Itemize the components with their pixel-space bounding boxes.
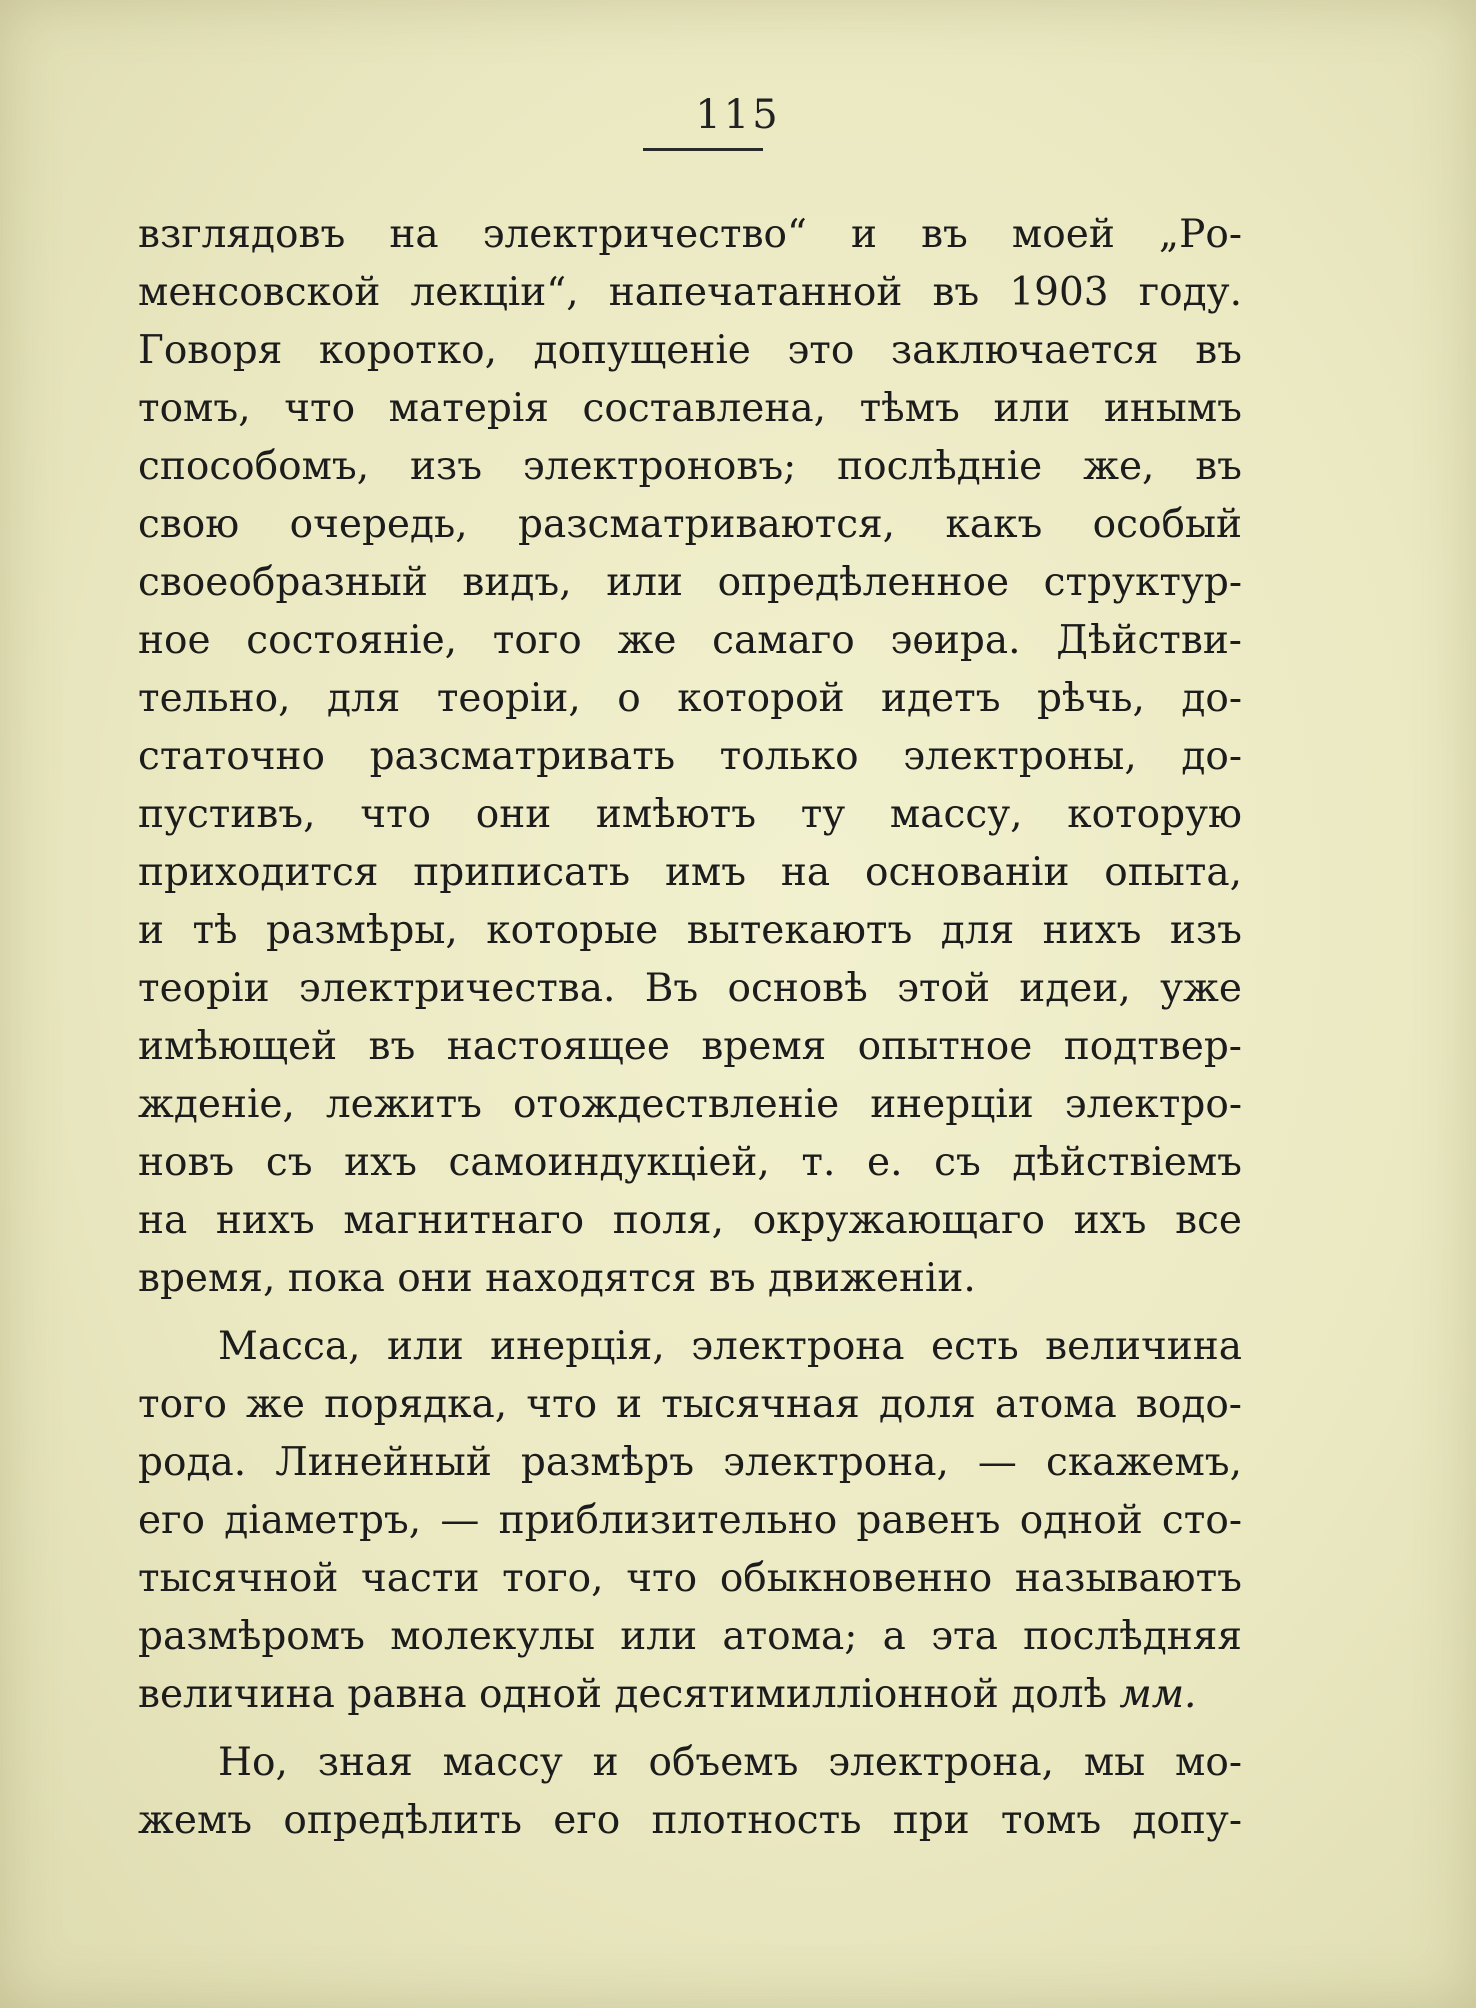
text-line: теоріи электричества. Въ основѣ этой идеи, уже xyxy=(138,966,1242,1011)
text-line: время, пока они находятся въ движеніи. xyxy=(138,1256,976,1301)
text-line: рода. Линейный размѣръ электрона, — скажемъ, xyxy=(138,1440,1242,1485)
text-line: пустивъ, что они имѣютъ ту массу, которую xyxy=(138,792,1242,837)
text-line: новъ съ ихъ самоиндукціей, т. е. съ дѣйствіемъ xyxy=(138,1140,1242,1185)
text-line: менсовской лекціи“, напечатанной въ 1903 году. xyxy=(138,270,1242,315)
paragraph-3 xyxy=(138,1734,1242,1850)
text-line: жденіе, лежитъ отождествленіе инерціи электро- xyxy=(138,1082,1242,1127)
text-line: статочно разсматривать только электроны, до- xyxy=(138,734,1242,779)
page-number: 115 xyxy=(695,92,781,138)
text-line: Говоря коротко, допущеніе это заключается въ xyxy=(138,328,1242,373)
text-line: тельно, для теоріи, о которой идетъ рѣчь, до- xyxy=(138,676,1242,721)
text-line: тысячной части того, что обыкновенно называютъ xyxy=(138,1556,1242,1601)
text-line-main: величина равна одной десятимилліонной долѣ xyxy=(138,1672,1120,1717)
paragraph-2 xyxy=(138,1318,1242,1724)
text-line: имѣющей въ настоящее время опытное подтвер- xyxy=(138,1024,1242,1069)
paragraph-1 xyxy=(138,206,1242,1308)
text-line: Но, зная массу и объемъ электрона, мы мо- xyxy=(218,1740,1242,1785)
text-line: свою очередь, разсматриваются, какъ особый xyxy=(138,502,1242,547)
body-text xyxy=(138,206,1242,1850)
text-line xyxy=(138,1666,1242,1724)
text-line: способомъ, изъ электроновъ; послѣдніе же, въ xyxy=(138,444,1242,489)
text-line: томъ, что матерія составлена, тѣмъ или инымъ xyxy=(138,386,1242,431)
text-line: ное состояніе, того же самаго эѳира. Дѣйстви- xyxy=(138,618,1242,663)
text-line: на нихъ магнитнаго поля, окружающаго ихъ все xyxy=(138,1198,1242,1243)
text-line: жемъ опредѣлить его плотность при томъ допу- xyxy=(138,1798,1242,1843)
text-line: приходится приписать имъ на основаніи опыта, xyxy=(138,850,1242,895)
unit-abbreviation: мм. xyxy=(1119,1672,1197,1717)
text-line: и тѣ размѣры, которые вытекаютъ для нихъ изъ xyxy=(138,908,1242,953)
text-line: размѣромъ молекулы или атома; а эта послѣдняя xyxy=(138,1614,1242,1659)
text-line: взглядовъ на электричество“ и въ моей „Ро- xyxy=(138,212,1242,257)
text-line: своеобразный видъ, или опредѣленное структур- xyxy=(138,560,1242,605)
text-line: того же порядка, что и тысячная доля атома водо- xyxy=(138,1382,1242,1427)
text-line: его діаметръ, — приблизительно равенъ одной сто- xyxy=(138,1498,1242,1543)
text-line: Масса, или инерція, электрона есть величина xyxy=(218,1324,1242,1369)
page-number-underline xyxy=(643,148,763,151)
